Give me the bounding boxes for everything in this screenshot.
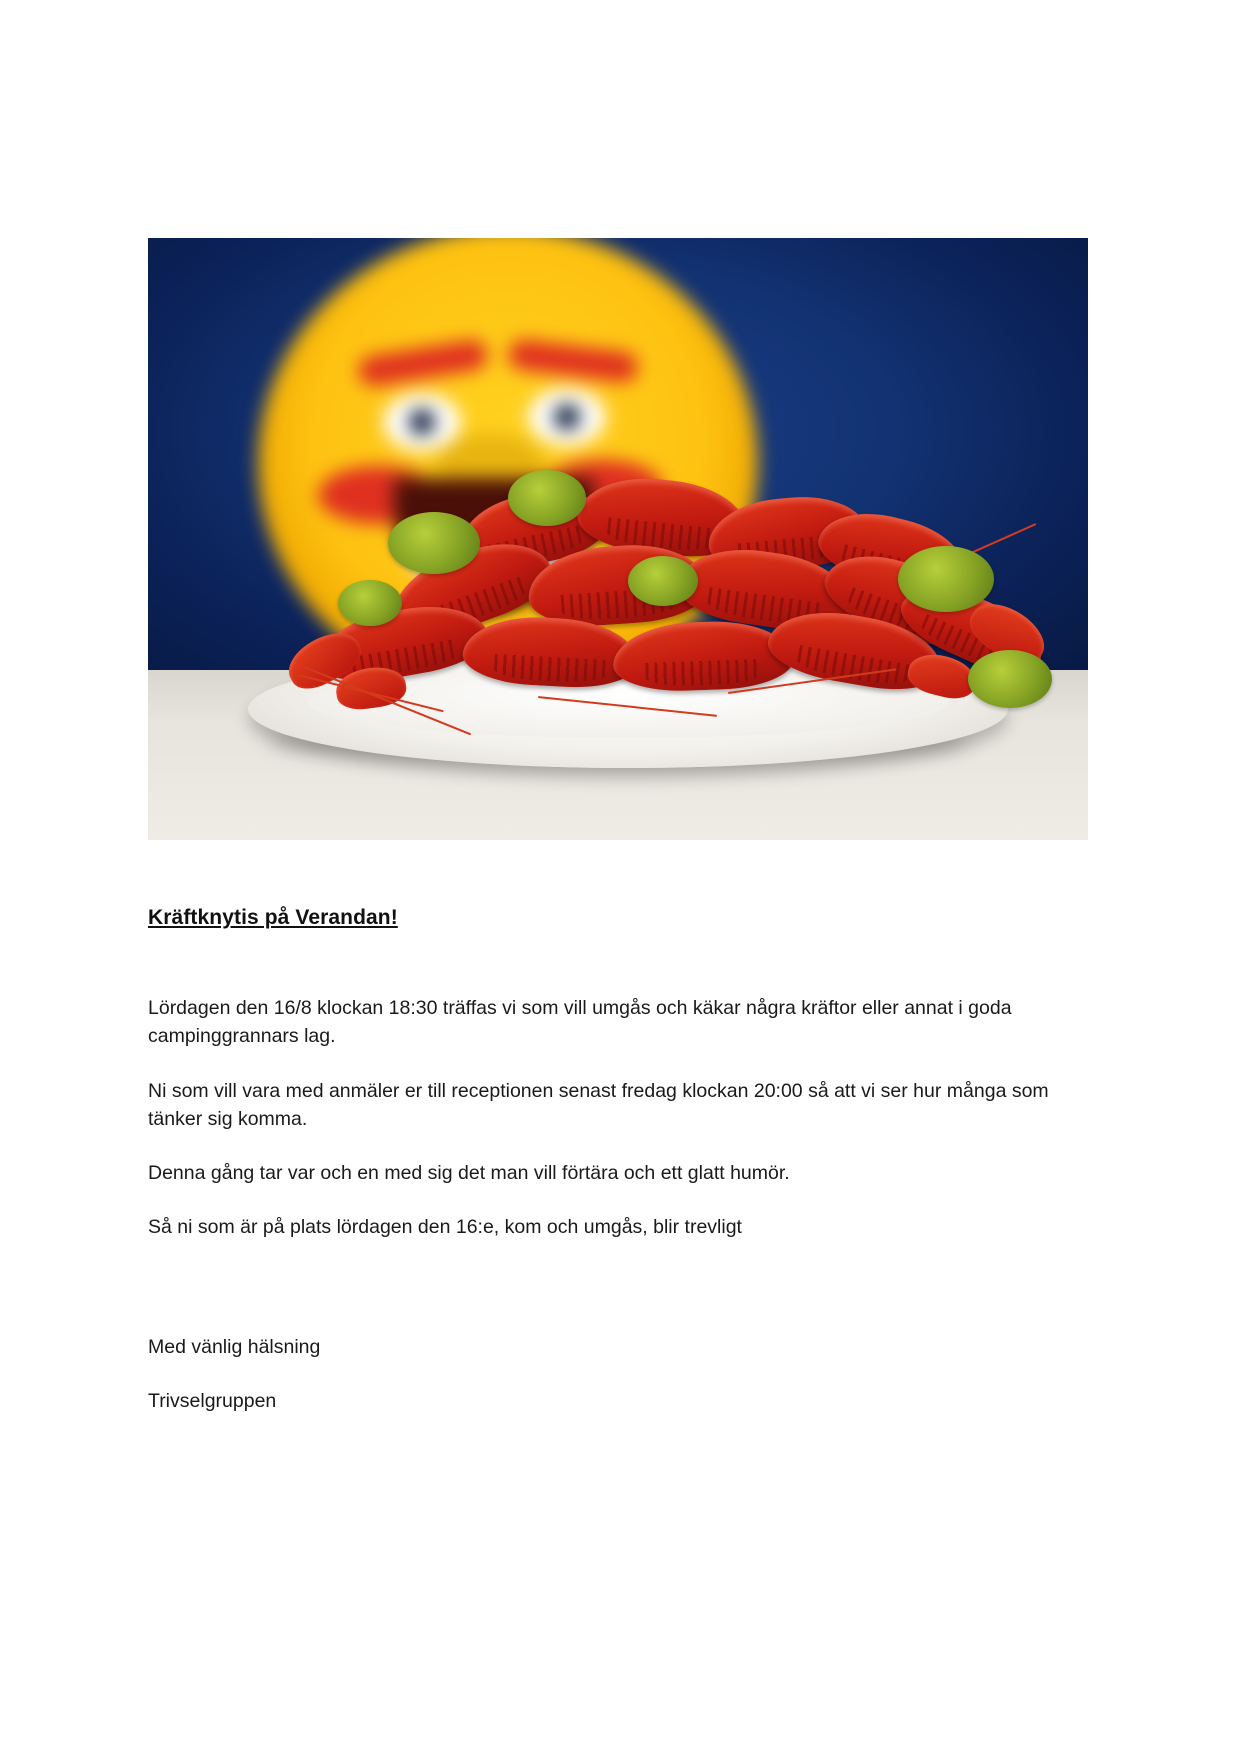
dill-sprig bbox=[898, 546, 994, 612]
paragraph-signup: Ni som vill vara med anmäler er till receptionen senast fredag klockan 20:00 så att vi ser hur många som tänker sig komma. bbox=[148, 1079, 1049, 1130]
sun-eye-right bbox=[528, 388, 606, 446]
sun-eye-left bbox=[383, 393, 461, 451]
crayfish-pile bbox=[208, 460, 1048, 730]
crayfish bbox=[461, 613, 639, 690]
signature-greeting: Med vänlig hälsning bbox=[148, 1336, 321, 1359]
dill-sprig bbox=[388, 512, 480, 574]
paragraph-event-details: Lördagen den 16/8 klockan 18:30 träffas vi som vill umgås och käkar några kräftor eller annat i goda campinggrannars lag. bbox=[148, 997, 1012, 1048]
document-content bbox=[148, 238, 1093, 1435]
sun-pupil-left bbox=[409, 409, 435, 435]
signature-sender: Trivselgruppen bbox=[148, 1390, 277, 1413]
paragraph-bring-your-own: Denna gång tar var och en med sig det man vill förtära och ett glatt humör. bbox=[148, 1162, 790, 1185]
crayfish-antenna bbox=[538, 696, 717, 717]
sun-pupil-right bbox=[554, 404, 580, 430]
dill-sprig bbox=[968, 650, 1052, 708]
crayfish-photo bbox=[148, 238, 1088, 840]
dill-sprig bbox=[338, 580, 402, 626]
dill-sprig bbox=[508, 470, 586, 526]
page-title: Kräftknytis på Verandan! bbox=[148, 906, 398, 929]
dill-sprig bbox=[628, 556, 698, 606]
paragraph-invitation: Så ni som är på plats lördagen den 16:e, kom och umgås, blir trevligt bbox=[148, 1216, 742, 1239]
spacer bbox=[148, 1261, 1093, 1307]
crayfish bbox=[612, 619, 794, 693]
